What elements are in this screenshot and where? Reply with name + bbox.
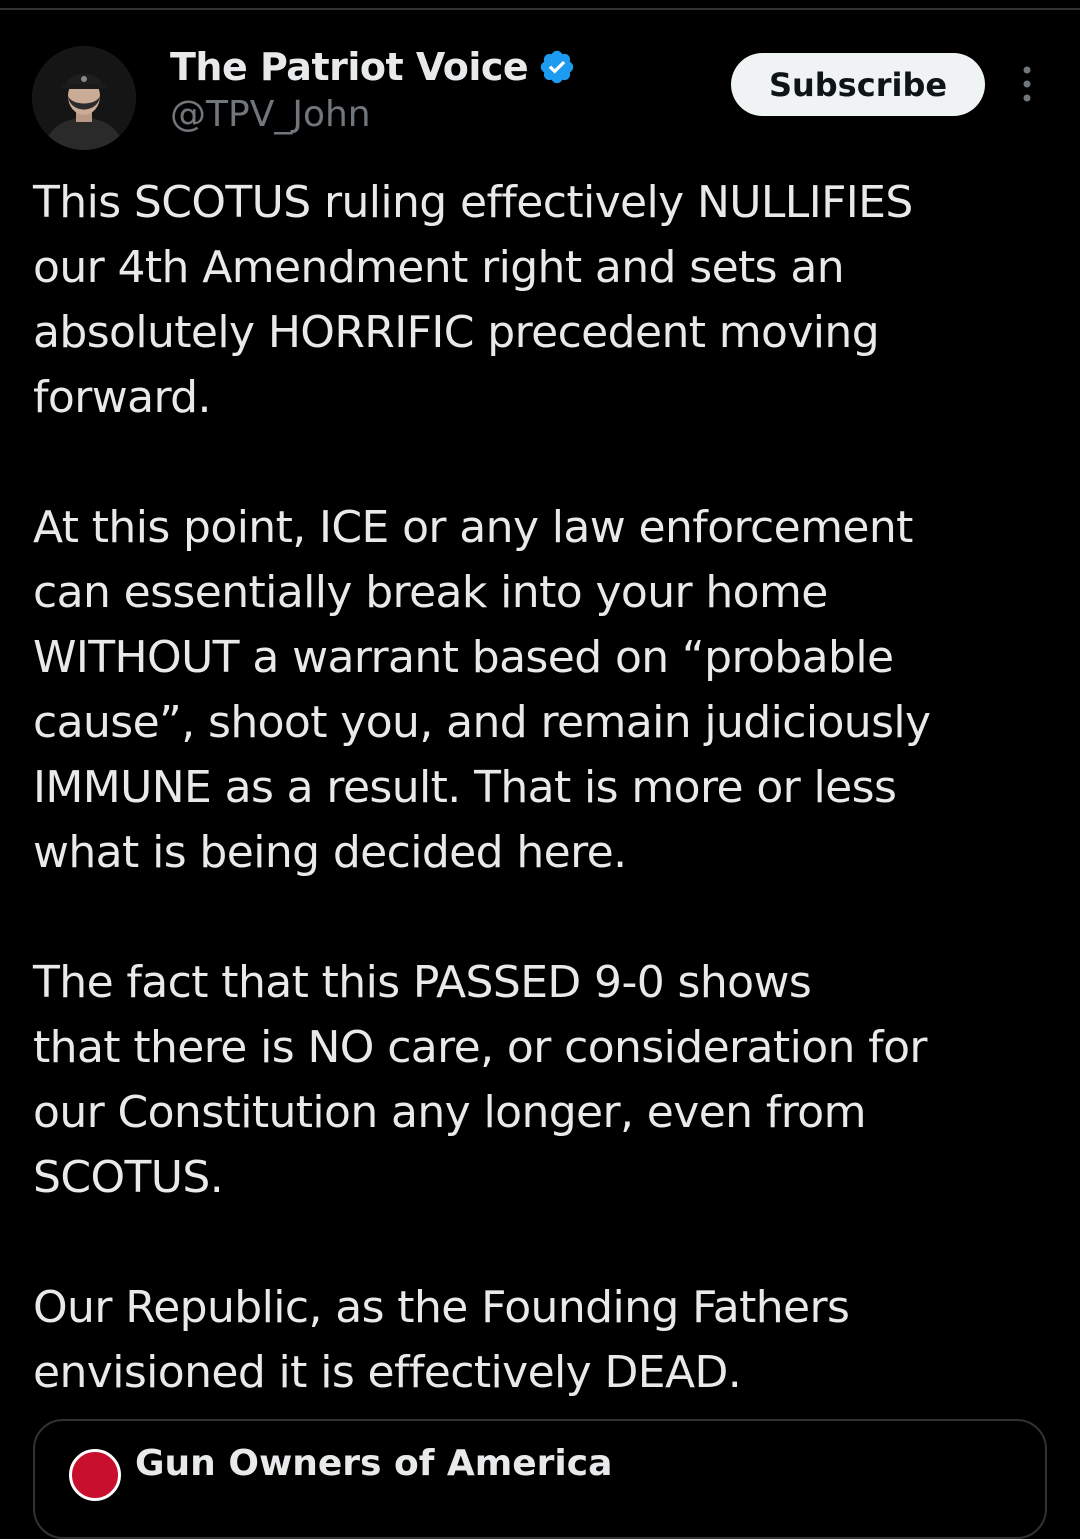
gun-owners-logo-icon	[69, 1449, 121, 1501]
verified-badge-icon	[538, 48, 576, 86]
tweet-paragraph: Our Republic, as the Founding Fathers envisioned it is effectively DEAD.	[33, 1282, 850, 1398]
author-display-name[interactable]: The Patriot Voice	[170, 45, 529, 89]
author-handle[interactable]: @TPV_John	[170, 94, 371, 135]
quoted-author-name: Gun Owners of America	[135, 1443, 613, 1484]
tweet-paragraph: The fact that this PASSED 9-0 shows that there is NO care, or consideration for our Constitution any longer, even from SCOTUS.	[33, 957, 927, 1203]
tweet-paragraph: At this point, ICE or any law enforcement can essentially break into your home WITHOUT a warrant based on “probable cause”, shoot you, and remain judiciously IMMUNE as a result. That is more or less what is being decided here.	[33, 502, 931, 878]
subscribe-button[interactable]: Subscribe	[731, 53, 985, 116]
top-divider	[0, 8, 1080, 10]
quoted-tweet-card[interactable]	[33, 1419, 1047, 1539]
tweet-paragraph: This SCOTUS ruling effectively NULLIFIES our 4th Amendment right and sets an absolutely HORRIFIC precedent moving forward.	[33, 177, 913, 423]
author-avatar[interactable]	[32, 46, 136, 150]
person-avatar-icon	[32, 46, 136, 150]
more-vertical-icon[interactable]	[1010, 64, 1044, 104]
tweet-text	[33, 170, 1053, 1405]
author-name-row[interactable]	[170, 42, 576, 92]
